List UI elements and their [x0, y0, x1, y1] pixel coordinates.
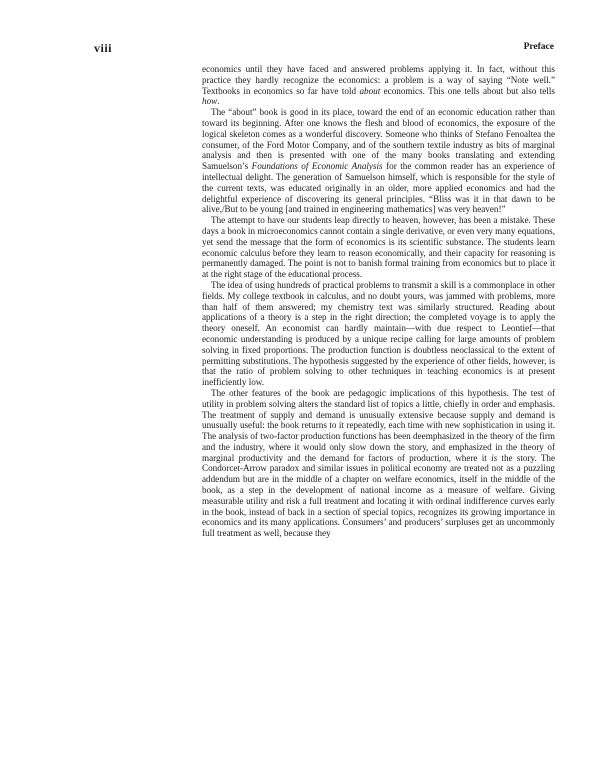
text-run-italic: about	[359, 85, 381, 96]
paragraph	[202, 107, 555, 215]
body-text	[202, 64, 555, 539]
text-run: The idea of using hundreds of practical problems to transmit a skill is a commonplace in other fields. My college textbook in calculus, and no doubt yours, was jammed with problems, more than half of them answered; my chemistry text was similarly structured. Reading about applications of a theory is a step in the right direction; the completed voyage is to apply the theory oneself. An economist can hardly maintain—with due respect to Leontief—that economic understanding is produced by a unique recipe calling for large amounts of problem solving in fixed proportions. The production function is doubtless neoclassical to the extent of permitting substitutions. The hypothesis suggested by the experience of other fields, however, is that the ratio of problem solving to other techniques in teaching economics is at present inefficiently low.	[202, 279, 555, 388]
text-run: The “about” book is good in its place, toward the end of an economic education rather than toward its beginning. After one knows the flesh and blood of economics, the exposure of the logical skeleton comes as a wonderful discovery. Someone who thinks of Stefano Fenoaltea the consumer, of the Ford Motor Company, and of the southern textile industry as bits of marginal analysis and then is presented with one of the many books translating and extending Samuelson’s	[202, 107, 555, 172]
paragraph	[202, 215, 555, 280]
text-run: The other features of the book are pedagogic implications of this hypothesis. The test of utility in problem solving alters the standard list of topics a little, chiefly in order and emphasis. The treatment of supply and demand is unusually extensive because supply and demand is unusually useful: the book returns to it repeatedly, each time with new sophistication in using it. The analysis of two-factor production functions has been deemphasized in the theory of the firm and the industry, where it would only slow down the story, and emphasized in the theory of marginal productivity and the demand for factors of production, where it	[202, 387, 555, 463]
text-run-italic: Foundations of Economic Analysis	[251, 161, 383, 172]
page-number: viii	[94, 41, 113, 55]
text-run: economics. This one tells about but also tells	[380, 85, 555, 96]
text-run: The attempt to have our students leap directly to heaven, however, has been a mistake. These days a book in microeconomics cannot contain a single derivative, or even very many equations, yet send the message that the form of economics is its scientific substance. The students learn economic calculus before they learn to reason economically, and their capacity for reasoning is permanently damaged. The point is not to banish formal training from economics but to place it at the right stage of the educational process.	[202, 215, 555, 280]
text-run: for the common reader has an experience of intellectual delight. The generation of Samuelson himself, which is responsible for the style of the current texts, was educated originally in an older, more applied economics and had the delightful experience of discovering its general principles. “Bliss was it in that dawn to be alive,/But to be young [and trained in engineering mathematics] was very heaven!”	[202, 161, 555, 215]
text-run: the story. The Condorcet-Arrow paradox and similar issues in political economy are treated not as a puzzling addendum but are in the middle of a chapter on welfare economics, itself in the middle of the book, as a step in the development of national income as a measure of welfare. Giving measurable utility and risk a full treatment and locating it with ordinal indifference curves early in the book, instead of back in a section of special topics, recognizes its growing importance in economics and its many applications. Consumers’ and producers’ surpluses get an uncommonly full treatment as well, because they	[202, 452, 556, 539]
paragraph	[202, 280, 555, 388]
paragraph	[202, 388, 555, 539]
text-run-italic: is	[491, 452, 498, 463]
text-run: economics until they have faced and answered problems applying it. In fact, without this practice they hardly recognize the economics: a problem is a way of saying “Note well.” Textbooks in economics so far have told	[202, 64, 555, 96]
running-head: Preface	[523, 42, 554, 52]
text-run-italic: how	[202, 96, 218, 107]
paragraph	[202, 64, 555, 107]
text-run: .	[217, 96, 220, 107]
